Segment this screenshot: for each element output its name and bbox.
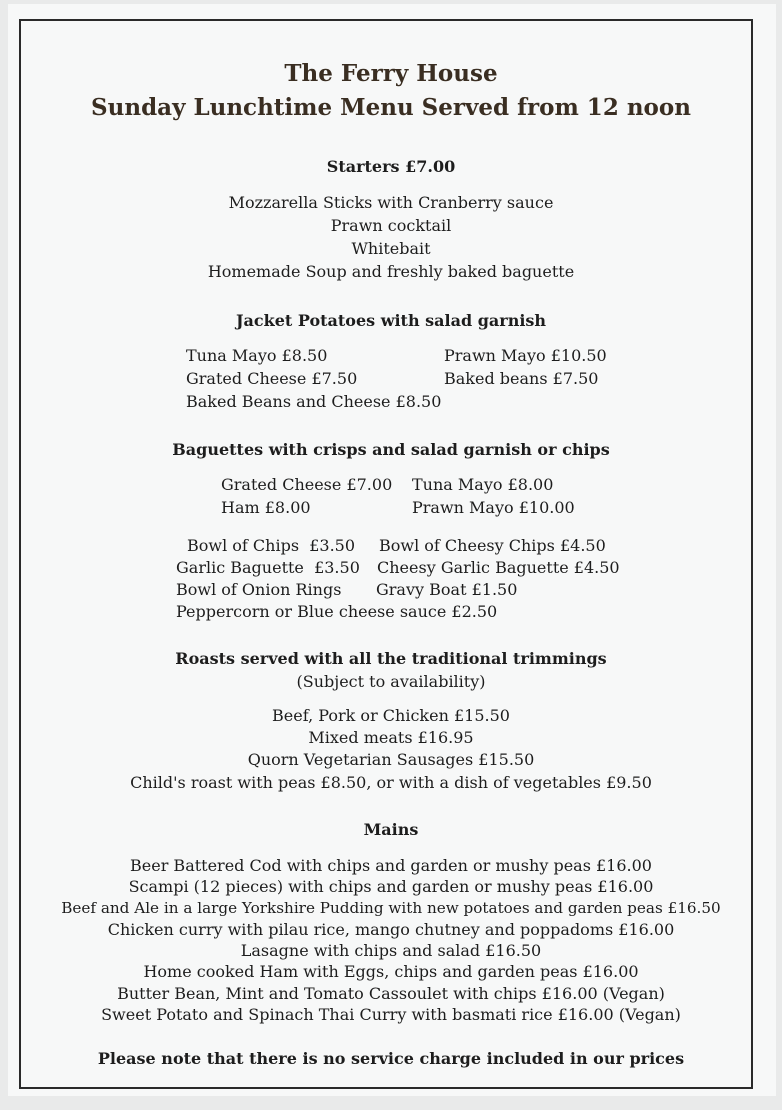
main-item: Sweet Potato and Spinach Thai Curry with basmati rice £16.00 (Vegan) [101,1005,681,1024]
side-item: Bowl of Cheesy Chips £4.50 [379,536,606,555]
side-item: Bowl of Onion Rings [176,580,342,599]
main-item: Beer Battered Cod with chips and garden or mushy peas £16.00 [130,856,652,875]
side-item: Cheesy Garlic Baguette £4.50 [377,558,620,577]
side-item: Gravy Boat £1.50 [376,580,518,599]
service-charge-note: Please note that there is no service charge included in our prices [97,1049,685,1068]
main-item: Beef and Ale in a large Yorkshire Pudding with new potatoes and garden peas £16.50 [61,899,721,917]
roast-item: Quorn Vegetarian Sausages £15.50 [247,750,535,769]
baguette-item: Prawn Mayo £10.00 [412,498,575,517]
side-item: Garlic Baguette £3.50 [176,558,360,577]
starter-item: Prawn cocktail [330,216,452,235]
starter-item: Mozzarella Sticks with Cranberry sauce [228,193,554,212]
baguettes-heading: Baguettes with crisps and salad garnish or chips [172,440,610,459]
jacket-item: Grated Cheese £7.50 [186,369,358,388]
jacket-heading: Jacket Potatoes with salad garnish [235,311,547,330]
main-item: Butter Bean, Mint and Tomato Cassoulet with chips £16.00 (Vegan) [117,984,665,1003]
starter-item: Homemade Soup and freshly baked baguette [207,262,575,281]
mains-heading: Mains [363,820,419,839]
roast-item: Mixed meats £16.95 [308,728,474,747]
baguette-item: Tuna Mayo £8.00 [412,475,554,494]
jacket-item: Tuna Mayo £8.50 [186,346,328,365]
roasts-heading: Roasts served with all the traditional trimmings [175,649,607,668]
jacket-item: Prawn Mayo £10.50 [444,346,607,365]
jacket-item: Baked beans £7.50 [444,369,599,388]
main-item: Home cooked Ham with Eggs, chips and garden peas £16.00 [143,962,639,981]
roast-item: Beef, Pork or Chicken £15.50 [272,706,510,725]
starters-heading: Starters £7.00 [326,157,456,176]
main-item: Lasagne with chips and salad £16.50 [240,941,542,960]
starter-item: Whitebait [351,239,431,258]
menu-title: The Ferry House [284,60,498,87]
baguette-item: Ham £8.00 [221,498,311,517]
menu-subtitle: Sunday Lunchtime Menu Served from 12 noon [91,94,691,121]
baguette-item: Grated Cheese £7.00 [221,475,393,494]
roast-item: Child's roast with peas £8.50, or with a dish of vegetables £9.50 [130,773,652,792]
sauce-item: Peppercorn or Blue cheese sauce £2.50 [176,602,498,621]
main-item: Scampi (12 pieces) with chips and garden or mushy peas £16.00 [128,877,654,896]
roasts-note: (Subject to availability) [296,672,486,691]
jacket-item: Baked Beans and Cheese £8.50 [186,392,442,411]
side-item: Bowl of Chips £3.50 [187,536,356,555]
main-item: Chicken curry with pilau rice, mango chutney and poppadoms £16.00 [107,920,675,939]
